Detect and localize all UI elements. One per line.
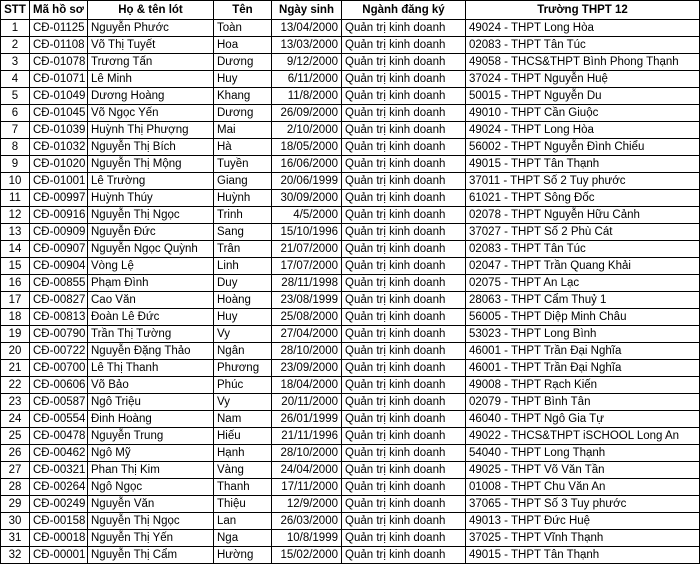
cell-ngay-sinh: 17/11/2000: [272, 479, 342, 496]
cell-ma-ho-so: CĐ-01108: [30, 37, 88, 54]
table-row: [1, 360, 700, 377]
table-row: [1, 513, 700, 530]
cell-truong-thpt: 46001 - THPT Trần Đại Nghĩa: [466, 360, 700, 377]
cell-stt: 21: [1, 360, 30, 377]
table-row: [1, 326, 700, 343]
cell-stt: 19: [1, 326, 30, 343]
cell-nganh-dang-ky: Quản trị kinh doanh: [342, 496, 466, 513]
cell-ngay-sinh: 28/10/2000: [272, 445, 342, 462]
cell-nganh-dang-ky: Quản trị kinh doanh: [342, 377, 466, 394]
table-row: [1, 173, 700, 190]
cell-truong-thpt: 49015 - THPT Tân Thạnh: [466, 156, 700, 173]
cell-stt: 1: [1, 20, 30, 37]
cell-ten: Huỳnh: [214, 190, 272, 207]
header-nganh-dang-ky: Ngành đăng ký: [342, 1, 466, 20]
table-row: [1, 292, 700, 309]
header-stt: STT: [1, 1, 30, 20]
cell-stt: 28: [1, 479, 30, 496]
cell-ho-ten-lot: Nguyễn Ngọc Quỳnh: [88, 241, 214, 258]
cell-nganh-dang-ky: Quản trị kinh doanh: [342, 139, 466, 156]
cell-stt: 4: [1, 71, 30, 88]
cell-nganh-dang-ky: Quản trị kinh doanh: [342, 173, 466, 190]
cell-ten: Tuyền: [214, 156, 272, 173]
cell-ma-ho-so: CĐ-00790: [30, 326, 88, 343]
cell-ma-ho-so: CĐ-00018: [30, 530, 88, 547]
cell-ma-ho-so: CĐ-00855: [30, 275, 88, 292]
cell-truong-thpt: 46040 - THPT Ngô Gia Tự: [466, 411, 700, 428]
cell-ho-ten-lot: Nguyễn Đức: [88, 224, 214, 241]
cell-nganh-dang-ky: Quản trị kinh doanh: [342, 258, 466, 275]
table-row: [1, 105, 700, 122]
cell-ngay-sinh: 23/09/2000: [272, 360, 342, 377]
cell-truong-thpt: 50015 - THPT Nguyễn Du: [466, 88, 700, 105]
cell-ho-ten-lot: Nguyễn Thị Cẩm: [88, 547, 214, 564]
cell-ho-ten-lot: Ngô Ngọc: [88, 479, 214, 496]
cell-truong-thpt: 49058 - THCS&THPT Bình Phong Thạnh: [466, 54, 700, 71]
cell-ten: Hường: [214, 547, 272, 564]
cell-ngay-sinh: 30/09/2000: [272, 190, 342, 207]
cell-truong-thpt: 37011 - THPT Số 2 Tuy phước: [466, 173, 700, 190]
cell-ho-ten-lot: Nguyễn Trung: [88, 428, 214, 445]
cell-ngay-sinh: 13/03/2000: [272, 37, 342, 54]
cell-truong-thpt: 37024 - THPT Nguyễn Huệ: [466, 71, 700, 88]
cell-ngay-sinh: 27/04/2000: [272, 326, 342, 343]
cell-truong-thpt: 49010 - THPT Cần Giuộc: [466, 105, 700, 122]
cell-ho-ten-lot: Lê Minh: [88, 71, 214, 88]
table-row: [1, 139, 700, 156]
cell-nganh-dang-ky: Quản trị kinh doanh: [342, 122, 466, 139]
cell-ma-ho-so: CĐ-00907: [30, 241, 88, 258]
cell-truong-thpt: 61021 - THPT Sông Đốc: [466, 190, 700, 207]
cell-ten: Khang: [214, 88, 272, 105]
cell-ngay-sinh: 26/03/2000: [272, 513, 342, 530]
cell-stt: 13: [1, 224, 30, 241]
cell-stt: 16: [1, 275, 30, 292]
cell-nganh-dang-ky: Quản trị kinh doanh: [342, 54, 466, 71]
cell-ho-ten-lot: Ngô Mỹ: [88, 445, 214, 462]
cell-ten: Hoàng: [214, 292, 272, 309]
table-row: [1, 479, 700, 496]
cell-ngay-sinh: 15/10/1996: [272, 224, 342, 241]
cell-stt: 6: [1, 105, 30, 122]
cell-ten: Sang: [214, 224, 272, 241]
table-row: [1, 445, 700, 462]
cell-ho-ten-lot: Lê Trường: [88, 173, 214, 190]
cell-ma-ho-so: CĐ-01032: [30, 139, 88, 156]
cell-ma-ho-so: CĐ-00587: [30, 394, 88, 411]
cell-truong-thpt: 02079 - THPT Bình Tân: [466, 394, 700, 411]
cell-ngay-sinh: 26/01/1999: [272, 411, 342, 428]
cell-ngay-sinh: 9/12/2000: [272, 54, 342, 71]
cell-ma-ho-so: CĐ-01049: [30, 88, 88, 105]
cell-nganh-dang-ky: Quản trị kinh doanh: [342, 309, 466, 326]
table-row: [1, 275, 700, 292]
header-ho-ten-lot: Họ & tên lót: [88, 1, 214, 20]
cell-ten: Giang: [214, 173, 272, 190]
cell-ma-ho-so: CĐ-01078: [30, 54, 88, 71]
cell-ho-ten-lot: Đinh Hoàng: [88, 411, 214, 428]
cell-ho-ten-lot: Nguyễn Đặng Thảo: [88, 343, 214, 360]
cell-ten: Trinh: [214, 207, 272, 224]
cell-truong-thpt: 02083 - THPT Tân Túc: [466, 37, 700, 54]
header-row: [1, 1, 700, 20]
cell-ma-ho-so: CĐ-00321: [30, 462, 88, 479]
cell-ngay-sinh: 23/08/1999: [272, 292, 342, 309]
cell-stt: 11: [1, 190, 30, 207]
cell-ho-ten-lot: Nguyễn Thị Ngọc: [88, 513, 214, 530]
cell-ma-ho-so: CĐ-00722: [30, 343, 88, 360]
cell-ten: Nga: [214, 530, 272, 547]
cell-nganh-dang-ky: Quản trị kinh doanh: [342, 479, 466, 496]
cell-ten: Dương: [214, 105, 272, 122]
cell-ma-ho-so: CĐ-00904: [30, 258, 88, 275]
cell-ma-ho-so: CĐ-01039: [30, 122, 88, 139]
cell-nganh-dang-ky: Quản trị kinh doanh: [342, 445, 466, 462]
cell-stt: 31: [1, 530, 30, 547]
table-row: [1, 411, 700, 428]
cell-truong-thpt: 49024 - THPT Long Hòa: [466, 122, 700, 139]
cell-stt: 14: [1, 241, 30, 258]
cell-stt: 5: [1, 88, 30, 105]
cell-nganh-dang-ky: Quản trị kinh doanh: [342, 394, 466, 411]
cell-ngay-sinh: 4/5/2000: [272, 207, 342, 224]
cell-ma-ho-so: CĐ-00264: [30, 479, 88, 496]
table-row: [1, 462, 700, 479]
cell-ten: Hiếu: [214, 428, 272, 445]
cell-ma-ho-so: CĐ-00813: [30, 309, 88, 326]
cell-ma-ho-so: CĐ-00462: [30, 445, 88, 462]
cell-ho-ten-lot: Nguyễn Văn: [88, 496, 214, 513]
cell-ten: Mai: [214, 122, 272, 139]
cell-nganh-dang-ky: Quản trị kinh doanh: [342, 292, 466, 309]
cell-truong-thpt: 49008 - THPT Rạch Kiến: [466, 377, 700, 394]
cell-ngay-sinh: 2/10/2000: [272, 122, 342, 139]
cell-nganh-dang-ky: Quản trị kinh doanh: [342, 20, 466, 37]
cell-ho-ten-lot: Võ Ngọc Yến: [88, 105, 214, 122]
cell-ten: Lan: [214, 513, 272, 530]
cell-ho-ten-lot: Dương Hoàng: [88, 88, 214, 105]
cell-ho-ten-lot: Nguyễn Thị Mộng: [88, 156, 214, 173]
cell-nganh-dang-ky: Quản trị kinh doanh: [342, 360, 466, 377]
cell-stt: 7: [1, 122, 30, 139]
cell-ma-ho-so: CĐ-00606: [30, 377, 88, 394]
cell-nganh-dang-ky: Quản trị kinh doanh: [342, 224, 466, 241]
cell-stt: 15: [1, 258, 30, 275]
cell-ten: Thiệu: [214, 496, 272, 513]
cell-ten: Linh: [214, 258, 272, 275]
cell-ho-ten-lot: Võ Thị Tuyết: [88, 37, 214, 54]
cell-stt: 24: [1, 411, 30, 428]
cell-ma-ho-so: CĐ-00001: [30, 547, 88, 564]
cell-ngay-sinh: 18/04/2000: [272, 377, 342, 394]
table-row: [1, 377, 700, 394]
cell-ngay-sinh: 13/04/2000: [272, 20, 342, 37]
cell-ten: Nam: [214, 411, 272, 428]
cell-ngay-sinh: 28/11/1998: [272, 275, 342, 292]
cell-ho-ten-lot: Nguyễn Thị Bích: [88, 139, 214, 156]
cell-ho-ten-lot: Lê Thị Thanh: [88, 360, 214, 377]
cell-ngay-sinh: 18/05/2000: [272, 139, 342, 156]
table-row: [1, 496, 700, 513]
cell-nganh-dang-ky: Quản trị kinh doanh: [342, 37, 466, 54]
cell-ma-ho-so: CĐ-00700: [30, 360, 88, 377]
cell-stt: 8: [1, 139, 30, 156]
cell-nganh-dang-ky: Quản trị kinh doanh: [342, 411, 466, 428]
table-body: [1, 20, 700, 564]
cell-stt: 18: [1, 309, 30, 326]
cell-ngay-sinh: 24/04/2000: [272, 462, 342, 479]
cell-ngay-sinh: 21/11/1996: [272, 428, 342, 445]
cell-truong-thpt: 49025 - THPT Võ Văn Tần: [466, 462, 700, 479]
cell-stt: 3: [1, 54, 30, 71]
cell-ho-ten-lot: Huỳnh Thúy: [88, 190, 214, 207]
cell-ngay-sinh: 10/8/1999: [272, 530, 342, 547]
cell-truong-thpt: 53023 - THPT Long Bình: [466, 326, 700, 343]
cell-nganh-dang-ky: Quản trị kinh doanh: [342, 530, 466, 547]
table-row: [1, 224, 700, 241]
cell-truong-thpt: 37025 - THPT Vĩnh Thạnh: [466, 530, 700, 547]
cell-ten: Phương: [214, 360, 272, 377]
table-row: [1, 530, 700, 547]
header-ma-ho-so: Mã hồ sơ: [30, 1, 88, 20]
cell-ho-ten-lot: Phan Thị Kim: [88, 462, 214, 479]
cell-ma-ho-so: CĐ-00249: [30, 496, 88, 513]
cell-ten: Vy: [214, 394, 272, 411]
cell-ho-ten-lot: Nguyễn Thị Ngọc: [88, 207, 214, 224]
cell-ma-ho-so: CĐ-01071: [30, 71, 88, 88]
cell-ho-ten-lot: Nguyễn Phước: [88, 20, 214, 37]
table-row: [1, 241, 700, 258]
cell-ngay-sinh: 20/11/2000: [272, 394, 342, 411]
cell-nganh-dang-ky: Quản trị kinh doanh: [342, 241, 466, 258]
cell-ma-ho-so: CĐ-00916: [30, 207, 88, 224]
cell-stt: 25: [1, 428, 30, 445]
cell-ngay-sinh: 28/10/2000: [272, 343, 342, 360]
cell-truong-thpt: 02075 - THPT An Lạc: [466, 275, 700, 292]
cell-nganh-dang-ky: Quản trị kinh doanh: [342, 156, 466, 173]
cell-truong-thpt: 49022 - THCS&THPT iSCHOOL Long An: [466, 428, 700, 445]
cell-ten: Hà: [214, 139, 272, 156]
table-row: [1, 394, 700, 411]
cell-stt: 17: [1, 292, 30, 309]
cell-truong-thpt: 46001 - THPT Trần Đại Nghĩa: [466, 343, 700, 360]
cell-ten: Hoa: [214, 37, 272, 54]
cell-ho-ten-lot: Huỳnh Thị Phượng: [88, 122, 214, 139]
cell-truong-thpt: 37065 - THPT Số 3 Tuy phước: [466, 496, 700, 513]
cell-ten: Huy: [214, 71, 272, 88]
table-row: [1, 309, 700, 326]
table-row: [1, 258, 700, 275]
cell-stt: 26: [1, 445, 30, 462]
cell-ten: Dương: [214, 54, 272, 71]
cell-ngay-sinh: 15/02/2000: [272, 547, 342, 564]
cell-stt: 23: [1, 394, 30, 411]
cell-ma-ho-so: CĐ-01045: [30, 105, 88, 122]
cell-ma-ho-so: CĐ-00827: [30, 292, 88, 309]
cell-ngay-sinh: 26/09/2000: [272, 105, 342, 122]
cell-nganh-dang-ky: Quản trị kinh doanh: [342, 343, 466, 360]
cell-nganh-dang-ky: Quản trị kinh doanh: [342, 105, 466, 122]
cell-nganh-dang-ky: Quản trị kinh doanh: [342, 428, 466, 445]
cell-stt: 12: [1, 207, 30, 224]
table-row: [1, 207, 700, 224]
cell-nganh-dang-ky: Quản trị kinh doanh: [342, 207, 466, 224]
cell-ho-ten-lot: Nguyễn Thị Yến: [88, 530, 214, 547]
cell-ten: Toàn: [214, 20, 272, 37]
cell-nganh-dang-ky: Quản trị kinh doanh: [342, 88, 466, 105]
cell-ten: Duy: [214, 275, 272, 292]
header-ngay-sinh: Ngày sinh: [272, 1, 342, 20]
cell-stt: 30: [1, 513, 30, 530]
header-truong-thpt: Trường THPT 12: [466, 1, 700, 20]
table-row: [1, 343, 700, 360]
cell-truong-thpt: 02047 - THPT Trần Quang Khải: [466, 258, 700, 275]
cell-nganh-dang-ky: Quản trị kinh doanh: [342, 71, 466, 88]
cell-ho-ten-lot: Võ Bảo: [88, 377, 214, 394]
cell-nganh-dang-ky: Quản trị kinh doanh: [342, 275, 466, 292]
cell-ten: Vy: [214, 326, 272, 343]
table-row: [1, 71, 700, 88]
table-row: [1, 88, 700, 105]
cell-truong-thpt: 02078 - THPT Nguyễn Hữu Cảnh: [466, 207, 700, 224]
table-row: [1, 156, 700, 173]
cell-ten: Phúc: [214, 377, 272, 394]
cell-ho-ten-lot: Đoàn Lê Đức: [88, 309, 214, 326]
cell-stt: 20: [1, 343, 30, 360]
cell-ten: Huy: [214, 309, 272, 326]
cell-ma-ho-so: CĐ-01001: [30, 173, 88, 190]
cell-stt: 22: [1, 377, 30, 394]
cell-ma-ho-so: CĐ-00158: [30, 513, 88, 530]
cell-truong-thpt: 49015 - THPT Tân Thạnh: [466, 547, 700, 564]
cell-truong-thpt: 49024 - THPT Long Hòa: [466, 20, 700, 37]
cell-ten: Trân: [214, 241, 272, 258]
cell-truong-thpt: 56005 - THPT Diệp Minh Châu: [466, 309, 700, 326]
cell-ma-ho-so: CĐ-00478: [30, 428, 88, 445]
cell-ma-ho-so: CĐ-00909: [30, 224, 88, 241]
cell-truong-thpt: 54040 - THPT Long Thạnh: [466, 445, 700, 462]
cell-nganh-dang-ky: Quản trị kinh doanh: [342, 513, 466, 530]
table-row: [1, 37, 700, 54]
cell-truong-thpt: 49013 - THPT Đức Huệ: [466, 513, 700, 530]
cell-ten: Hạnh: [214, 445, 272, 462]
table-row: [1, 20, 700, 37]
cell-ho-ten-lot: Trương Tấn: [88, 54, 214, 71]
cell-ngay-sinh: 6/11/2000: [272, 71, 342, 88]
cell-nganh-dang-ky: Quản trị kinh doanh: [342, 190, 466, 207]
cell-ten: Vàng: [214, 462, 272, 479]
cell-ma-ho-so: CĐ-01020: [30, 156, 88, 173]
cell-ngay-sinh: 16/06/2000: [272, 156, 342, 173]
cell-ma-ho-so: CĐ-00554: [30, 411, 88, 428]
cell-ma-ho-so: CĐ-01125: [30, 20, 88, 37]
cell-truong-thpt: 56002 - THPT Nguyễn Đình Chiểu: [466, 139, 700, 156]
cell-ho-ten-lot: Vòng Lệ: [88, 258, 214, 275]
cell-stt: 29: [1, 496, 30, 513]
cell-ngay-sinh: 17/07/2000: [272, 258, 342, 275]
header-ten: Tên: [214, 1, 272, 20]
table-row: [1, 54, 700, 71]
cell-stt: 32: [1, 547, 30, 564]
cell-nganh-dang-ky: Quản trị kinh doanh: [342, 547, 466, 564]
cell-stt: 2: [1, 37, 30, 54]
cell-ma-ho-so: CĐ-00997: [30, 190, 88, 207]
cell-ngay-sinh: 20/06/1999: [272, 173, 342, 190]
cell-ho-ten-lot: Phạm Đình: [88, 275, 214, 292]
cell-ngay-sinh: 12/9/2000: [272, 496, 342, 513]
cell-ten: Ngân: [214, 343, 272, 360]
cell-truong-thpt: 01008 - THPT Chu Văn An: [466, 479, 700, 496]
cell-ho-ten-lot: Cao Văn: [88, 292, 214, 309]
cell-ten: Thanh: [214, 479, 272, 496]
cell-stt: 27: [1, 462, 30, 479]
table-row: [1, 190, 700, 207]
cell-ngay-sinh: 11/8/2000: [272, 88, 342, 105]
cell-stt: 9: [1, 156, 30, 173]
cell-nganh-dang-ky: Quản trị kinh doanh: [342, 326, 466, 343]
cell-truong-thpt: 02083 - THPT Tân Túc: [466, 241, 700, 258]
cell-nganh-dang-ky: Quản trị kinh doanh: [342, 462, 466, 479]
cell-truong-thpt: 28063 - THPT Cẩm Thuỷ 1: [466, 292, 700, 309]
cell-ngay-sinh: 25/08/2000: [272, 309, 342, 326]
table-row: [1, 547, 700, 564]
cell-ho-ten-lot: Trần Thị Tường: [88, 326, 214, 343]
cell-truong-thpt: 37027 - THPT Số 2 Phù Cát: [466, 224, 700, 241]
cell-stt: 10: [1, 173, 30, 190]
cell-ho-ten-lot: Ngô Triệu: [88, 394, 214, 411]
table-row: [1, 122, 700, 139]
table-row: [1, 428, 700, 445]
cell-ngay-sinh: 21/07/2000: [272, 241, 342, 258]
